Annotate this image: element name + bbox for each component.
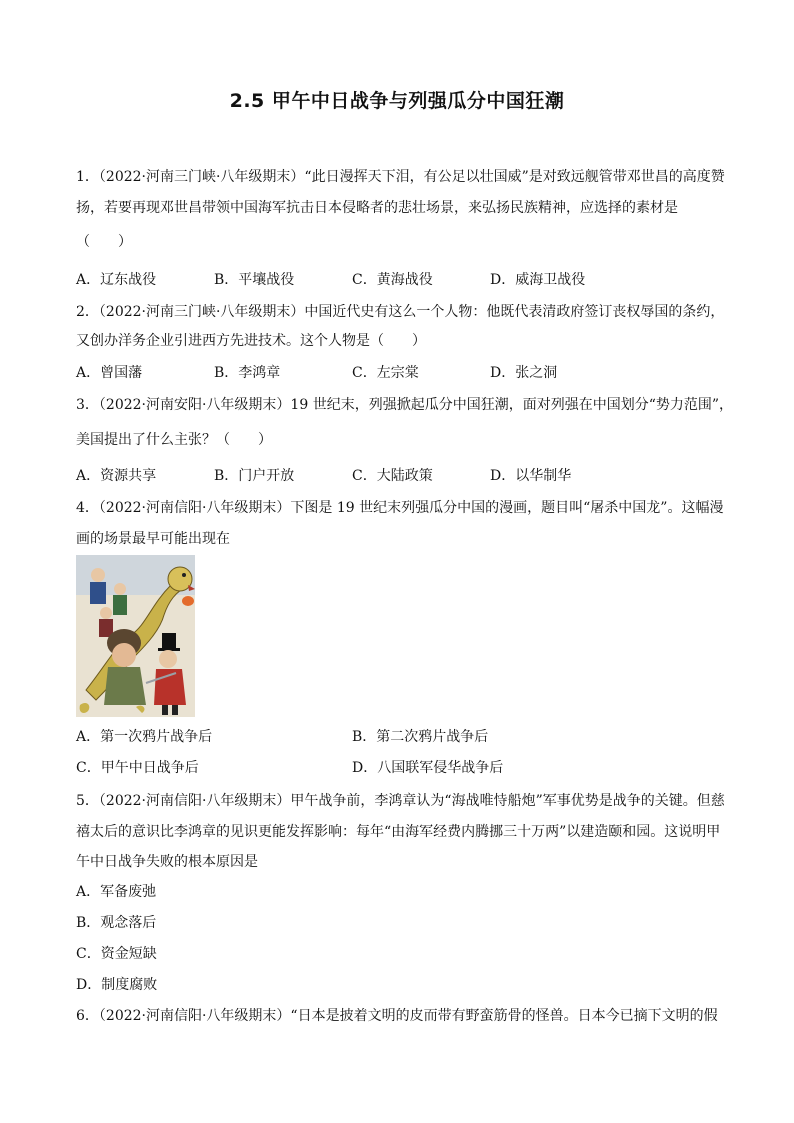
q4-option-c: C．甲午中日战争后 [76,760,199,776]
q4-option-d: D．八国联军侵华战争后 [352,760,504,776]
q1-stem-line1: 1．（2022·河南三门峡·八年级期末）“此日漫挥天下泪，有公足以壮国威”是对致远舰管带邓世昌的高度赞 [76,169,725,185]
q5-option-a: A．军备废弛 [76,884,157,900]
q3-option-a: A．资源共享 [76,468,157,484]
q5-option-b: B．观念落后 [76,915,157,931]
q4-stem-line2: 画的场景最早可能出现在 [76,531,230,547]
q3-option-d: D．以华制华 [490,468,572,484]
cartoon-slaughtering-chinese-dragon [76,555,195,717]
q6-stem-line1: 6．（2022·河南信阳·八年级期末）“日本是披着文明的皮而带有野蛮筋骨的怪兽。日本今已摘下文明的假 [76,1008,718,1024]
q5-option-d: D．制度腐败 [76,977,158,993]
q2-option-a: A．曾国藩 [76,365,143,381]
q1-stem-line3: （ ） [76,234,132,250]
q2-stem-line2: 又创办洋务企业引进西方先进技术。这个人物是（ ） [76,333,426,349]
q1-option-b: B．平壤战役 [214,272,295,288]
q2-option-d: D．张之洞 [490,365,558,381]
q5-stem-line3: 午中日战争失败的根本原因是 [76,854,258,870]
q3-option-b: B．门户开放 [214,468,295,484]
page-title: 2.5 甲午中日战争与列强瓜分中国狂潮 [229,90,565,112]
q2-option-c: C．左宗棠 [352,365,419,381]
q3-stem-line2: 美国提出了什么主张？（ ） [76,432,272,448]
cartoon-illustration [76,555,195,717]
q2-option-b: B．李鸿章 [214,365,281,381]
q1-option-a: A．辽东战役 [76,272,157,288]
q5-stem-line1: 5．（2022·河南信阳·八年级期末）甲午战争前，李鸿章认为“海战唯恃船炮”军事优势是战争的关键。但慈 [76,793,725,809]
q3-option-c: C．大陆政策 [352,468,433,484]
q1-stem-line2: 扬，若要再现邓世昌带领中国海军抗击日本侵略者的悲壮场景，来弘扬民族精神，应选择的素材是 [76,200,678,216]
q1-option-d: D．威海卫战役 [490,272,586,288]
q4-option-b: B．第二次鸦片战争后 [352,729,489,745]
q5-option-c: C．资金短缺 [76,946,157,962]
q3-stem-line1: 3．（2022·河南安阳·八年级期末）19 世纪末，列强掀起瓜分中国狂潮，面对列强在中国划分“势力范围”， [76,397,734,413]
q2-stem-line1: 2．（2022·河南三门峡·八年级期末）中国近代史有这么一个人物：他既代表清政府签订丧权辱国的条约， [76,304,725,320]
q5-stem-line2: 禧太后的意识比李鸿章的见识更能发挥影响：每年“由海军经费内腾挪三十万两”以建造颐和园。这说明甲 [76,824,721,840]
q4-option-a: A．第一次鸦片战争后 [76,729,213,745]
q4-stem-line1: 4．（2022·河南信阳·八年级期末）下图是 19 世纪末列强瓜分中国的漫画，题目叫“屠杀中国龙”。这幅漫 [76,500,724,516]
q1-option-c: C．黄海战役 [352,272,433,288]
